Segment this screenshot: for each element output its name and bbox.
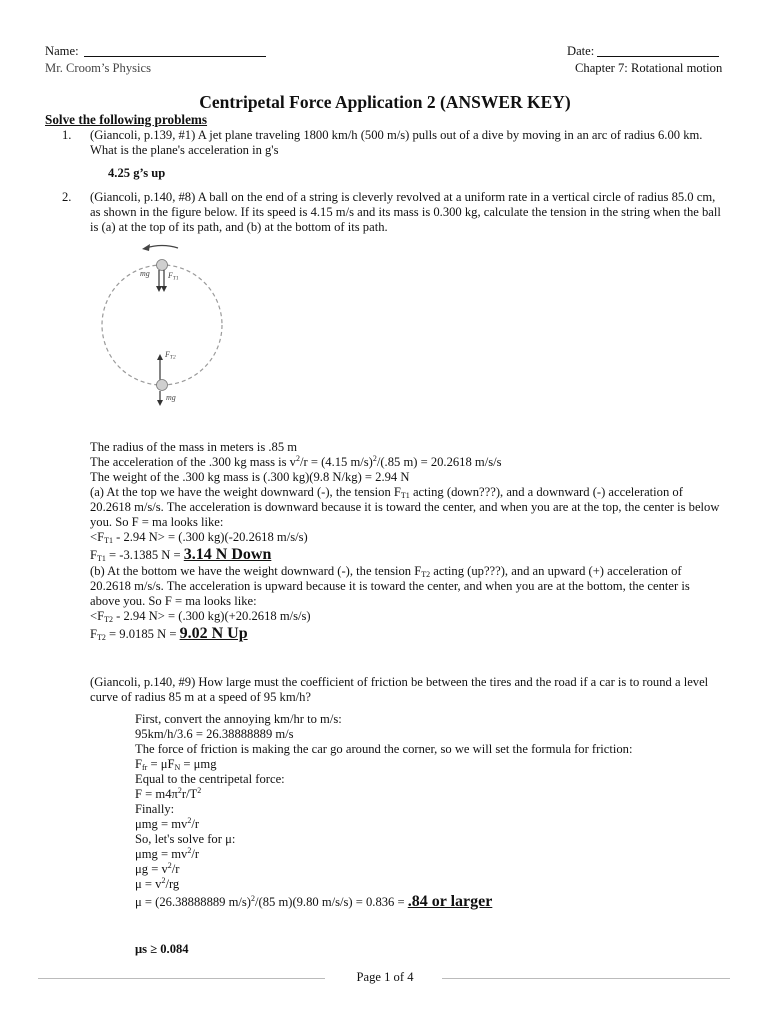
q2-weight: The weight of the .300 kg mass is (.300 kg)(9.8 N/kg) = 2.94 N xyxy=(90,470,410,484)
q2-number: 2. xyxy=(62,190,72,204)
page-number: Page 1 of 4 xyxy=(356,970,414,984)
bottom-ball xyxy=(157,380,168,391)
q2-part-a-line-2: 20.2618 m/s/s. The acceleration is downward because it is toward the center, and when you are at the top, the center is below xyxy=(90,500,720,514)
section-heading: Solve the following problems xyxy=(45,112,208,127)
q2-part-b-line-2: 20.2618 m/s/s. The acceleration is upward because it is toward the center, and when you are at the bottom, the center is xyxy=(90,579,690,593)
bottom-mg-label: mg xyxy=(166,393,176,402)
q3-work-8: $\mu mg = mv^2/r$ xyxy=(135,816,200,831)
q2-line-1: (Giancoli, p.140, #8) A ball on the end of a string is cleverly revolved at a uniform rate in a vertical circle of radius 85.0 cm, xyxy=(90,190,716,204)
q1-answer: 4.25 g’s up xyxy=(108,166,166,180)
q2-radius: The radius of the mass in meters is .85 m xyxy=(90,440,298,454)
q3-work-1: First, convert the annoying km/hr to m/s: xyxy=(135,712,342,726)
q3-work-2: 95km/h/3.6 = 26.38888889 m/s xyxy=(135,727,294,741)
q1-line-1: (Giancoli, p.139, #1) A jet plane traveling 1800 km/h (500 m/s) pulls out of a dive by moving in an arc of radius 6.00 km. xyxy=(90,128,703,142)
q2-part-a-line-1: (a) At the top we have the weight downward (-), the tension $F_{T1}$ acting (down???), and a downward (-) acceleration of xyxy=(90,485,683,500)
top-force-arrowhead-right xyxy=(161,286,167,292)
q3-work-13: μ = (26.38888889 m/s)$^2$/(85 m)(9.80 m/s/s) = 0.836 = .84 or larger xyxy=(135,893,493,910)
q2-part-b-line-1: (b) At the bottom we have the weight downward (-), the tension $F_{T2}$ acting (up???), and an upward (+) acceleration of xyxy=(90,564,682,579)
q3-work-9: So, let's solve for μ: xyxy=(135,832,236,846)
top-ft-label: FT1 xyxy=(168,271,179,282)
teacher-label: Mr. Croom’s Physics xyxy=(45,61,152,75)
date-label: Date: xyxy=(567,44,595,58)
q2-acceleration: The acceleration of the .300 kg mass is $v^2/r = (4.15$ m/s)$^2$/(.85 m) = 20.2618 m/s/s xyxy=(90,454,502,469)
q1-line-2: What is the plane's acceleration in g's xyxy=(90,143,279,157)
bottom-tension-arrowhead xyxy=(157,354,163,360)
q3-work-6: $F = m4\pi^2r/T^2$ xyxy=(135,786,202,801)
name-blank xyxy=(84,44,266,57)
q2-line-3: is (a) at the top of its path, and (b) at the bottom of its path. xyxy=(90,220,388,234)
name-label: Name: xyxy=(45,44,79,58)
date-field xyxy=(567,44,719,59)
q2-part-b-line-3: above you. So F = ma looks like: xyxy=(90,594,257,608)
q3-work-7: Finally: xyxy=(135,802,175,816)
q2-part-b-equation: $<F_{T2} - 2.94$ N> = (.300 kg)(+20.2618 m/s/s) xyxy=(90,609,311,624)
q3-final: μs ≥ 0.084 xyxy=(135,942,189,956)
q1-number: 1. xyxy=(62,128,72,142)
chapter-label: Chapter 7: Rotational motion xyxy=(575,61,723,75)
top-force-arrowhead-left xyxy=(156,286,162,292)
q3-work-5: Equal to the centripetal force: xyxy=(135,772,285,786)
q2-part-a-result: $F_{T1} = -3.1385$ N = 3.14 N Down xyxy=(90,546,272,563)
q2-part-b-result: $F_{T2} = 9.0185$ N = 9.02 N Up xyxy=(90,625,248,642)
rotation-arrow-icon xyxy=(146,246,178,249)
q3-line-1: (Giancoli, p.140, #9) How large must the coefficient of friction be between the tires and the road if a car is to round a level xyxy=(90,675,709,689)
q3-work-3: The force of friction is making the car go around the corner, so we will set the formula for friction: xyxy=(135,742,633,756)
q2-answer-b: 9.02 N Up xyxy=(179,625,248,642)
rotation-arrowhead-icon xyxy=(142,244,150,251)
q3-line-2: curve of radius 85 m at a speed of 95 km/h? xyxy=(90,690,312,704)
q2-part-a-equation: $<F_{T1} - 2.94$ N> = (.300 kg)(-20.2618 m/s/s) xyxy=(90,530,308,545)
q2-line-2: as shown in the figure below. If its speed is 4.15 m/s and its mass is 0.300 kg, calculate the tension in the string when the ball xyxy=(90,205,721,219)
page-title: Centripetal Force Application 2 (ANSWER KEY) xyxy=(199,92,571,112)
date-blank xyxy=(597,44,719,57)
q2-answer-a: 3.14 N Down xyxy=(183,546,272,563)
q2-part-a-line-3: you. So F = ma looks like: xyxy=(90,515,224,529)
name-field xyxy=(45,44,266,59)
bottom-ft-label: FT2 xyxy=(165,350,176,361)
q3-work-10: $\mu mg = mv^2/r$ xyxy=(135,846,200,861)
q3-work-4: $F_{fr} = \mu F_N = \mu mg$ xyxy=(135,757,217,772)
vertical-circle-figure xyxy=(90,240,230,410)
top-ball xyxy=(157,260,168,271)
top-mg-label: mg xyxy=(140,269,150,278)
q3-work-11: $\mu g = v^2/r$ xyxy=(135,861,180,876)
q3-work-12: $\mu = v^2/rg$ xyxy=(135,876,180,891)
circle-path xyxy=(102,265,222,385)
bottom-weight-arrowhead xyxy=(157,400,163,406)
q3-answer: .84 or larger xyxy=(407,893,493,910)
